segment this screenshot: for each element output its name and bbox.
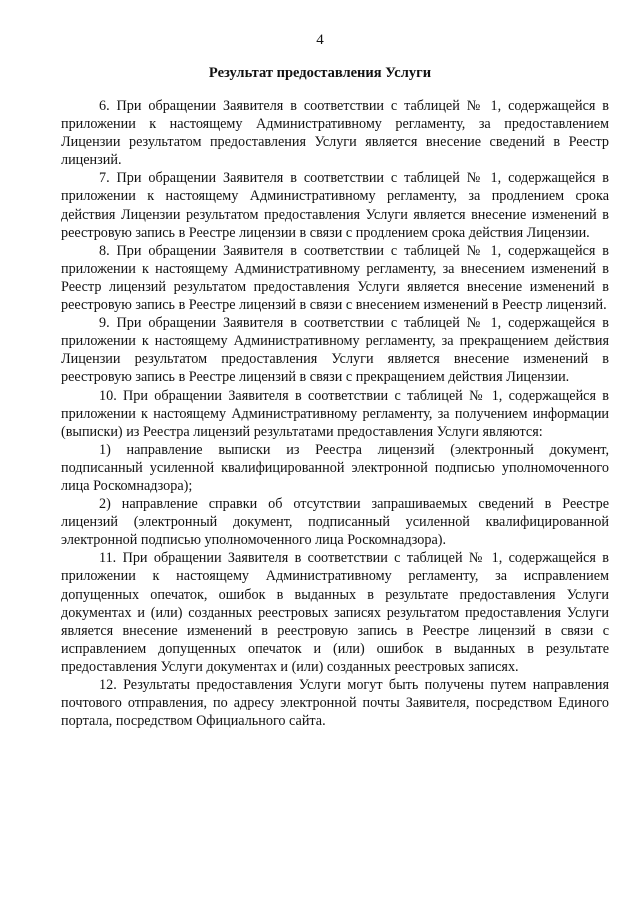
paragraph-7: 7. При обращении Заявителя в соответствии с таблицей № 1, содержащейся в приложении к настоящему Административному регламенту, за продлением срока действия Лицензии результатом предоставления Услуги является внесение изменений в реестровую запись в Реестре лицензии в связи с продлением срока действия Лицензии. [61, 170, 609, 241]
paragraph-12: 12. Результаты предоставления Услуги могут быть получены путем направления почтового отправления, по адресу электронной почты Заявителя, посредством Единого портала, посредством Официального сайта. [61, 677, 609, 730]
body-text [61, 97, 609, 730]
paragraph-10-item-1: 1) направление выписки из Реестра лицензий (электронный документ, подписанный усиленной квалифицированной электронной подписью уполномоченного лица Роскомнадзора); [61, 441, 609, 494]
paragraph-9: 9. При обращении Заявителя в соответствии с таблицей № 1, содержащейся в приложении к настоящему Административному регламенту, за прекращением действия Лицензии результатом предоставления Услуги является внесение изменений в реестровую запись в Реестре лицензий в связи с прекращением действия Лицензии. [61, 315, 609, 386]
section-title: Результат предоставления Услуги [208, 65, 432, 81]
paragraph-6: 6. При обращении Заявителя в соответствии с таблицей № 1, содержащейся в приложении к настоящему Административному регламенту, за предоставлением Лицензии результатом предоставления Услуги является внесение сведений в Реестр лицензий. [61, 98, 609, 169]
paragraph-10-item-2: 2) направление справки об отсутствии запрашиваемых сведений в Реестре лицензий (электронный документ, подписанный усиленной квалифицированной электронной подписью уполномоченного лица Роскомнадзора). [61, 496, 609, 549]
page-number: 4 [316, 32, 324, 48]
paragraph-8: 8. При обращении Заявителя в соответствии с таблицей № 1, содержащейся в приложении к настоящему Административному регламенту, за внесением изменений в Реестр лицензий результатом предоставления Услуги является внесение изменений в реестровую запись в Реестре лицензий в связи с внесением изменений в Реестр лицензий. [61, 242, 609, 314]
paragraph-10: 10. При обращении Заявителя в соответствии с таблицей № 1, содержащейся в приложении к настоящему Административному регламенту, за получением информации (выписки) из Реестра лицензий результатами предоставления Услуги являются: [61, 387, 609, 440]
paragraph-11: 11. При обращении Заявителя в соответствии с таблицей № 1, содержащейся в приложении к настоящему Административному регламенту, за исправлением допущенных опечаток, ошибок в выданных в результате предоставления Услуги документах и (или) созданных реестровых записях результатом предоставления Услуги является внесение изменений в реестровую запись в Реестре лицензий в связи с исправлением допущенных опечаток и (или) ошибок в выданных в результате предоставления Услуги документах и (или) созданных реестровых записях. [61, 550, 609, 675]
